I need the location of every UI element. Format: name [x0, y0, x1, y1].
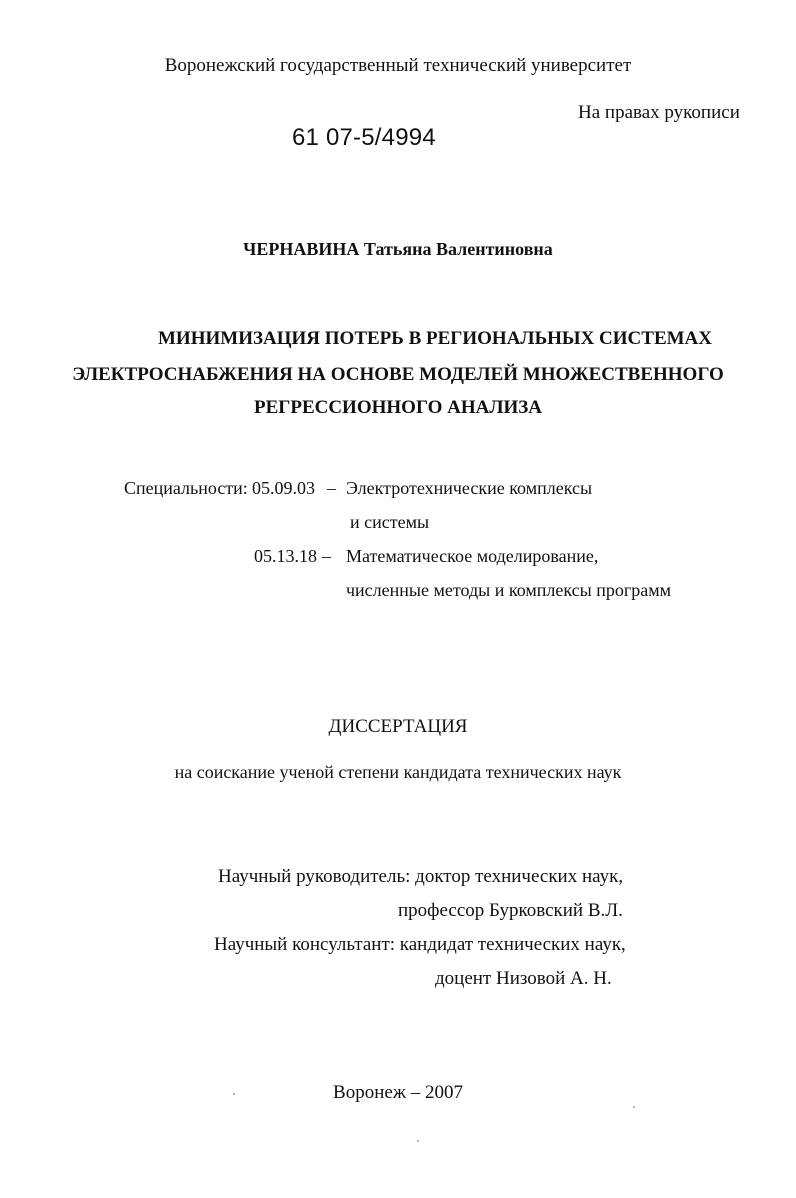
consultant-line-2: доцент Низовой А. Н.: [435, 968, 612, 989]
title-line-3: РЕГРЕССИОННОГО АНАЛИЗА: [253, 397, 543, 418]
city-year: Воронеж – 2007: [333, 1082, 463, 1103]
scan-speck: [633, 1106, 635, 1108]
specialty-description-continued: численные методы и комплексы программ: [346, 580, 672, 600]
title-line-2: ЭЛЕКТРОСНАБЖЕНИЯ НА ОСНОВЕ МОДЕЛЕЙ МНОЖЕСТВЕННОГО: [72, 364, 724, 385]
supervisor-line-2: профессор Бурковский В.Л.: [398, 900, 623, 921]
specialty-dash: –: [327, 478, 336, 498]
degree-statement: на соискание ученой степени кандидата технических наук: [174, 762, 622, 782]
specialties-label: Специальности:: [124, 478, 248, 498]
title-line-1: МИНИМИЗАЦИЯ ПОТЕРЬ В РЕГИОНАЛЬНЫХ СИСТЕМАХ: [158, 328, 712, 349]
university-name: Воронежский государственный технический университет: [164, 55, 632, 76]
specialty-dash: –: [322, 546, 331, 566]
scan-speck: [417, 1140, 419, 1142]
scan-speck: [233, 1093, 235, 1095]
specialty-description: Электротехнические комплексы: [346, 478, 593, 498]
specialty-code: 05.13.18: [254, 546, 317, 566]
consultant-line-1: Научный консультант: кандидат технических наук,: [214, 934, 626, 955]
archive-number: 61 07-5/4994: [292, 124, 436, 151]
document-type: ДИССЕРТАЦИЯ: [328, 716, 468, 737]
rights-note: На правах рукописи: [578, 102, 740, 123]
specialty-description: Математическое моделирование,: [346, 546, 599, 566]
author-name: ЧЕРНАВИНА Татьяна Валентиновна: [243, 239, 553, 259]
supervisor-line-1: Научный руководитель: доктор технических наук,: [218, 866, 624, 887]
specialty-description-continued: и системы: [350, 512, 430, 532]
specialty-code: 05.09.03: [252, 478, 315, 498]
